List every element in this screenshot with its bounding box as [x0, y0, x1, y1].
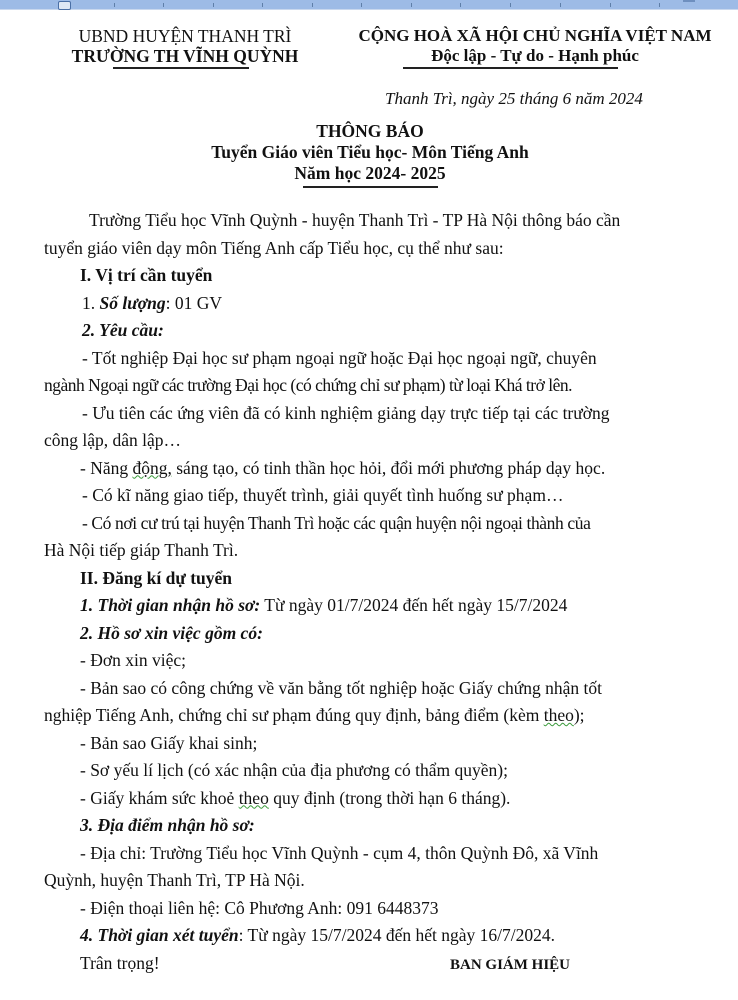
document-title: THÔNG BÁO: [316, 121, 424, 141]
school-year: Năm học 2024- 2025: [294, 163, 446, 183]
selection-period-label: 4. Thời gian xét tuyển: [80, 925, 239, 945]
date-place-line: Thanh Trì, ngày 25 tháng 6 năm 2024: [385, 89, 643, 108]
school-name: TRƯỜNG TH VĨNH QUỲNH: [71, 46, 299, 66]
requirement-4: - Có kĩ năng giao tiếp, thuyết trình, giải quyết tình huống sư phạm…: [82, 485, 564, 505]
doc5-pre: - Giấy khám sức khoẻ: [80, 787, 239, 808]
quantity-value: : 01 GV: [165, 292, 222, 313]
quantity-prefix: 1.: [82, 292, 100, 313]
document-item: - Đơn xin việc;: [80, 650, 186, 670]
document-item: - Bản sao có công chứng về văn bằng tốt nghiệp hoặc Giấy chứng nhận tốt: [80, 677, 602, 698]
requirement-1-line-1: - Tốt nghiệp Đại học sư phạm ngoại ngữ hoặc Đại học ngoại ngữ, chuyên: [82, 347, 597, 368]
spellcheck-flagged-word[interactable]: động,: [132, 457, 172, 478]
intro-line-2: tuyển giáo viên dạy môn Tiếng Anh cấp Tiểu học, cụ thể như sau:: [44, 237, 504, 258]
ruler-tick: [610, 3, 611, 7]
ruler-tick: [361, 3, 362, 7]
selection-period-value: : Từ ngày 15/7/2024 đến hết ngày 16/7/2024.: [238, 925, 555, 945]
section-1-heading: I. Vị trí cần tuyển: [80, 265, 213, 285]
ruler-tick: [510, 3, 511, 7]
requirements-heading: 2. Yêu cầu:: [82, 320, 164, 340]
requirement-5-line-2: Hà Nội tiếp giáp Thanh Trì.: [44, 540, 239, 560]
requirement-3: [52, 455, 692, 483]
document-body: [44, 207, 692, 977]
ruler-right-indent-marker[interactable]: [683, 0, 695, 2]
document-title-block: [140, 121, 600, 188]
issuing-authority-header: [40, 26, 330, 69]
requirement-2-line-2: công lập, dân lập…: [44, 430, 182, 450]
ruler-tick: [411, 3, 412, 7]
doc5-post: quy định (trong thời hạn 6 tháng).: [268, 787, 511, 808]
section-2-heading: II. Đăng kí dự tuyển: [80, 567, 233, 588]
address-line-2: Quỳnh, huyện Thanh Trì, TP Hà Nội.: [44, 870, 305, 890]
submission-location-heading: 3. Địa điểm nhận hồ sơ:: [80, 815, 255, 835]
ruler-tick: [659, 3, 660, 7]
doc2-text: nghiệp Tiếng Anh, chứng chỉ sư phạm đúng quy định, bảng điểm (kèm: [44, 705, 544, 725]
requirement-1-line-2: ngành Ngoại ngữ các trường Đại học (có chứng chỉ sư phạm) từ loại Khá trở lên.: [44, 375, 572, 395]
national-motto: Độc lập - Tự do - Hạnh phúc: [431, 46, 639, 65]
spellcheck-flagged-word[interactable]: theo: [543, 705, 574, 725]
signature-block: BAN GIÁM HIỆU: [450, 957, 571, 973]
ruler-tick: [163, 3, 164, 7]
ruler-tick: [114, 3, 115, 7]
application-period-line: [52, 592, 692, 620]
document-item-continued: [44, 702, 692, 730]
selection-period-line: [52, 922, 692, 950]
requirement-5-line-1: - Có nơi cư trú tại huyện Thanh Trì hoặc các quận huyện nội ngoại thành của: [82, 512, 591, 533]
requirement-2-line-1: - Ưu tiên các ứng viên đã có kinh nghiệm giảng dạy trực tiếp tại các trường: [82, 402, 610, 423]
ruler-tick: [262, 3, 263, 7]
national-motto-header: [335, 26, 735, 69]
ruler-tick: [213, 3, 214, 7]
spellcheck-flagged-word[interactable]: theo: [238, 787, 269, 808]
country-name: CỘNG HOÀ XÃ HỘI CHỦ NGHĨA VIỆT NAM: [358, 26, 712, 45]
title-underline: [303, 186, 438, 188]
district-committee-name: UBND HUYỆN THANH TRÌ: [78, 26, 292, 46]
application-period-value: Từ ngày 01/7/2024 đến hết ngày 15/7/2024: [260, 595, 568, 615]
document-item: - Bản sao Giấy khai sinh;: [80, 732, 258, 753]
document-subtitle: Tuyển Giáo viên Tiểu học- Môn Tiếng Anh: [211, 142, 529, 162]
ruler-tick: [560, 3, 561, 7]
horizontal-ruler[interactable]: [0, 0, 738, 10]
quantity-line: [52, 290, 692, 318]
application-documents-heading: 2. Hồ sơ xin việc gồm có:: [80, 622, 263, 643]
document-item: [52, 785, 692, 813]
doc2-end: );: [573, 705, 585, 725]
quantity-label: Số lượng: [99, 292, 166, 313]
ruler-indent-marker[interactable]: [58, 1, 71, 10]
application-period-label: 1. Thời gian nhận hồ sơ:: [80, 595, 261, 615]
req3-post: sáng tạo, có tinh thần học hỏi, đổi mới phương pháp dạy học.: [171, 457, 606, 478]
ruler-tick: [460, 3, 461, 7]
document-item: - Sơ yếu lí lịch (có xác nhận của địa phương có thẩm quyền);: [80, 760, 508, 780]
req3-pre: - Năng: [80, 457, 133, 478]
intro-line-1: Trường Tiểu học Vĩnh Quỳnh - huyện Thanh Trì - TP Hà Nội thông báo cần: [89, 210, 621, 230]
ruler-tick: [312, 3, 313, 7]
address-line-1: - Địa chỉ: Trường Tiểu học Vĩnh Quỳnh - cụm 4, thôn Quỳnh Đô, xã Vĩnh: [80, 842, 599, 863]
motto-underline: [403, 67, 618, 69]
closing-remark: Trân trọng!: [80, 952, 160, 973]
header-underline: [113, 67, 249, 69]
contact-phone: - Điện thoại liên hệ: Cô Phương Anh: 091 6448373: [80, 897, 439, 918]
